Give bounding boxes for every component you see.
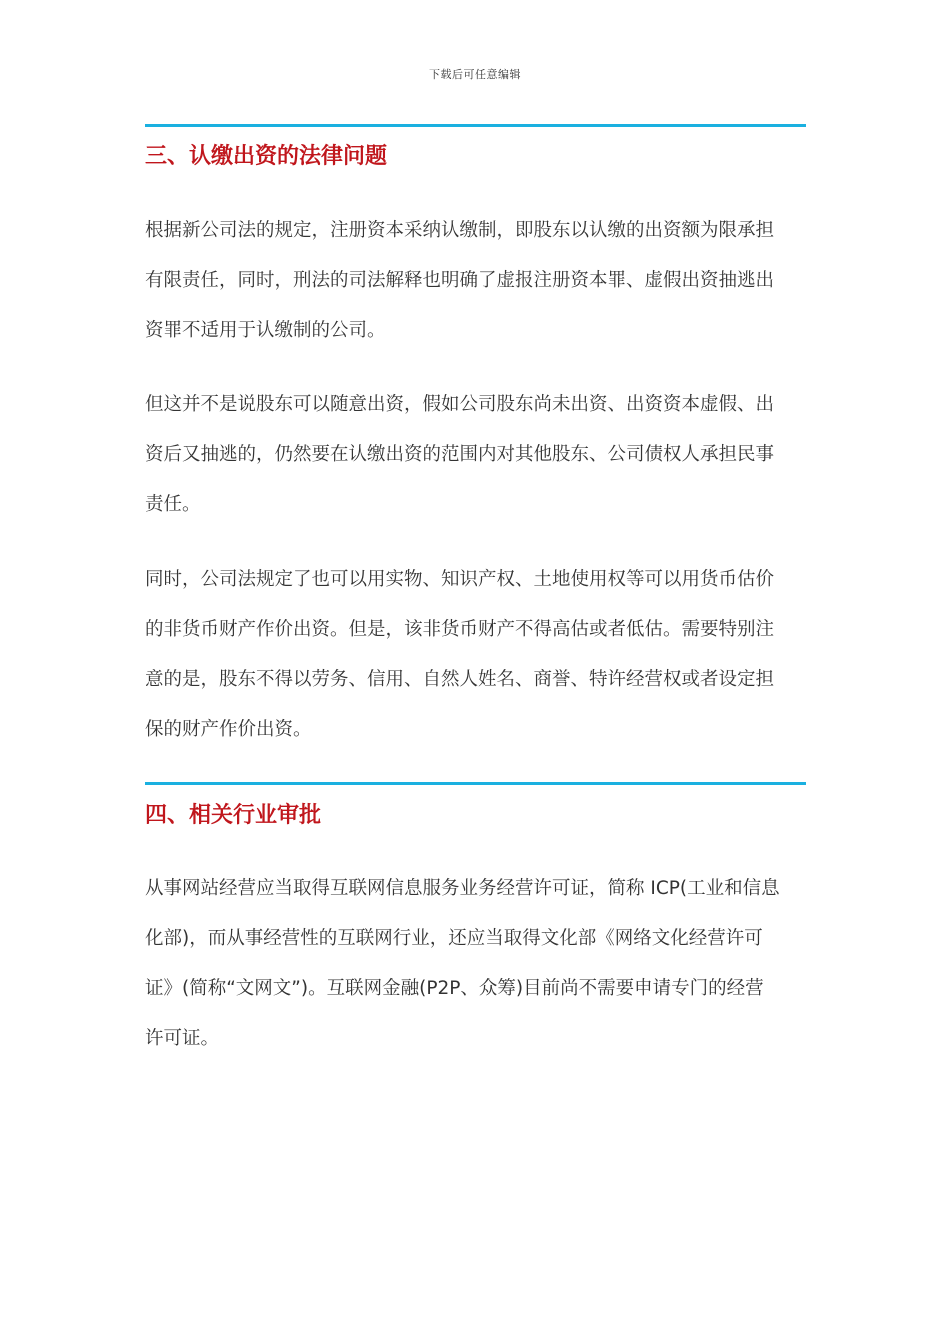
text-line: 意的是，股东不得以劳务、信用、自然人姓名、商誉、特许经营权或者设定担 (145, 669, 775, 690)
text-line: 的非货币财产作价出资。但是，该非货币财产不得高估或者低估。需要特别注 (145, 619, 775, 640)
section-heading: 四、相关行业审批 (145, 803, 322, 828)
text-line: 许可证。 (145, 1028, 220, 1049)
text-line: 从事网站经营应当取得互联网信息服务业务经营许可证，简称 ICP(工业和信息 (145, 878, 780, 899)
section-divider (145, 782, 806, 785)
text-line: 保的财产作价出资。 (145, 719, 312, 740)
text-line: 根据新公司法的规定，注册资本采纳认缴制，即股东以认缴的出资额为限承担 (145, 220, 775, 241)
page-header: 下载后可任意编辑 (429, 68, 521, 81)
text-line: 但这并不是说股东可以随意出资，假如公司股东尚未出资、出资资本虚假、出 (145, 394, 775, 415)
text-line: 资罪不适用于认缴制的公司。 (145, 320, 386, 341)
paragraph (145, 864, 807, 1064)
paragraph (145, 206, 807, 356)
text-line: 责任。 (145, 494, 201, 515)
text-line: 资后又抽逃的，仍然要在认缴出资的范围内对其他股东、公司债权人承担民事 (145, 444, 775, 465)
text-line: 有限责任，同时，刑法的司法解释也明确了虚报注册资本罪、虚假出资抽逃出 (145, 270, 775, 291)
paragraph (145, 380, 807, 530)
text-line: 化部)，而从事经营性的互联网行业，还应当取得文化部《网络文化经营许可 (145, 928, 763, 949)
text-line: 证》(简称“文网文”)。互联网金融(P2P、众筹)目前尚不需要申请专门的经营 (145, 978, 764, 999)
section-divider (145, 124, 806, 127)
paragraph (145, 555, 807, 755)
section-heading: 三、认缴出资的法律问题 (145, 144, 388, 169)
text-line: 同时，公司法规定了也可以用实物、知识产权、土地使用权等可以用货币估价 (145, 569, 775, 590)
